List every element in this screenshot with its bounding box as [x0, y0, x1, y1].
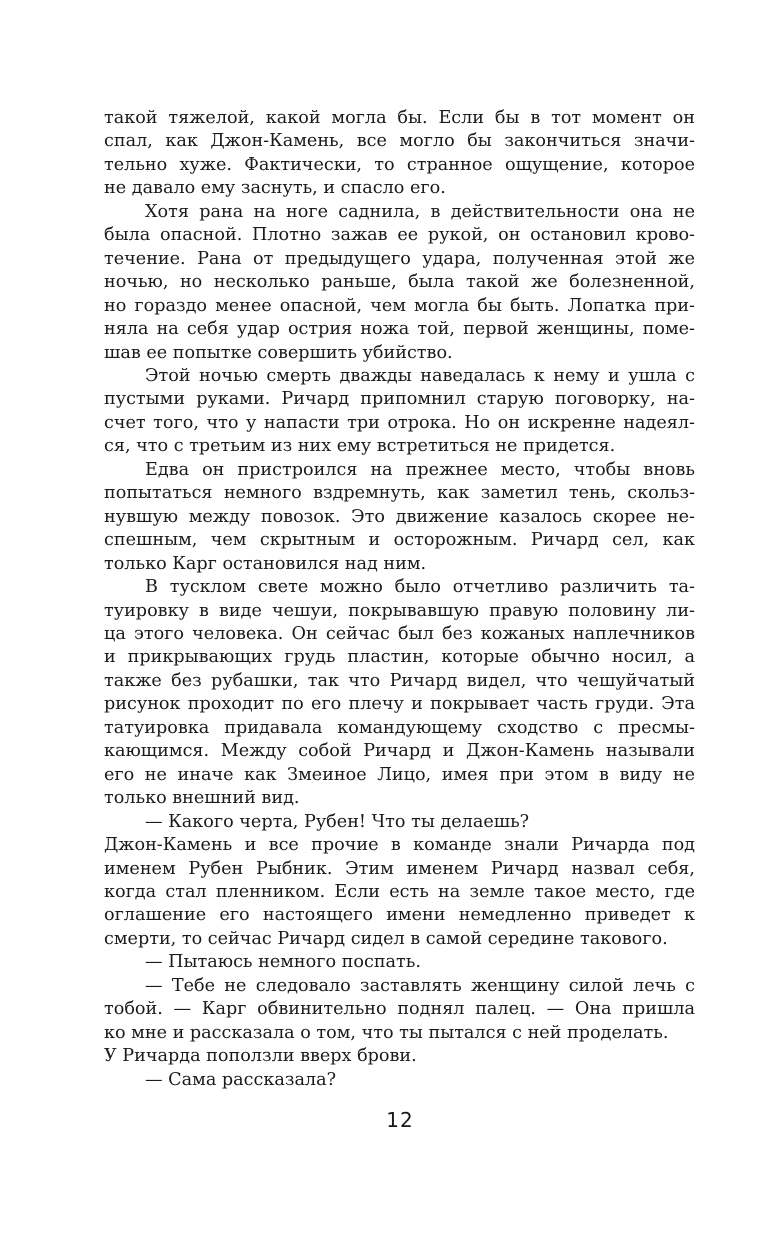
text-line: татуировка придавала командующему сходство с пресмы- [104, 717, 695, 738]
text-line: Этой ночью смерть дважды наведалась к нему и ушла с [145, 365, 695, 386]
paragraph [104, 365, 695, 459]
text-line: спешным, чем скрытным и осторожным. Ричард сел, как [104, 530, 695, 551]
text-line: такой тяжелой, какой могла бы. Если бы в тот момент он [104, 108, 695, 128]
paragraph [104, 201, 695, 365]
text-line: — Пытаюсь немного поспать. [145, 952, 421, 973]
text-line: пустыми руками. Ричард припомнил старую поговорку, на- [104, 389, 695, 410]
text-line: течение. Рана от предыдущего удара, полученная этой же [104, 248, 695, 269]
page-number: 12 [386, 1108, 414, 1132]
paragraph [104, 107, 695, 201]
text-line: также без рубашки, так что Ричард видел, что чешуйчатый [104, 670, 695, 691]
text-line: тельно хуже. Фактически, то странное ощущение, которое [104, 154, 695, 175]
text-line: шав ее попытке совершить убийство. [104, 342, 453, 363]
text-line: когда стал пленником. Если есть на земле такое место, где [104, 881, 695, 902]
text-line: няла на себя удар острия ножа той, первой женщины, поме- [104, 319, 695, 340]
text-line: но гораздо менее опасной, чем могла бы быть. Лопатка при- [104, 295, 695, 316]
paragraph [104, 576, 695, 811]
text-line: ночью, но несколько раньше, была такой же болезненной, [104, 272, 695, 293]
text-line: счет того, что у напасти три отрока. Но он искренне надеял- [104, 412, 695, 433]
paragraph [104, 1069, 695, 1092]
text-line: попытаться немного вздремнуть, как заметил тень, скольз- [104, 483, 695, 504]
text-line: В тусклом свете можно было отчетливо различить та- [145, 577, 695, 598]
text-line: именем Рубен Рыбник. Этим именем Ричард назвал себя, [104, 858, 695, 879]
text-line: только Карг остановился над ним. [104, 553, 427, 574]
text-line: тобой. — Карг обвинительно поднял палец. — Она пришла [104, 999, 695, 1020]
text-line: Хотя рана на ноге саднила, в действительности она не [145, 201, 695, 222]
text-line: Джон-Камень и все прочие в команде знали Ричарда под [104, 835, 695, 856]
text-line: смерти, то сейчас Ричард сидел в самой середине такового. [104, 928, 668, 949]
text-line: У Ричарда поползли вверх брови. [104, 1046, 417, 1067]
text-line: туировку в виде чешуи, покрывавшую правую половину ли- [104, 600, 695, 621]
text-line: нувшую между повозок. Это движение казалось скорее не- [104, 506, 695, 527]
text-line: ца этого человека. Он сейчас был без кожаных наплечников [104, 623, 695, 644]
paragraph [104, 834, 695, 951]
text-line: ся, что с третьим из них ему встретиться не придется. [104, 436, 616, 457]
text-line: не давало ему заснуть, и спасло его. [104, 178, 446, 199]
text-line: рисунок проходит по его плечу и покрывает часть груди. Эта [104, 694, 695, 715]
text-line: только внешний вид. [104, 788, 300, 809]
page-text [104, 107, 695, 1092]
paragraph [104, 1045, 695, 1068]
paragraph [104, 951, 695, 974]
paragraph [104, 811, 695, 834]
text-line: ко мне и рассказала о том, что ты пытался с ней проделать. [104, 1022, 669, 1043]
text-line: была опасной. Плотно зажав ее рукой, он остановил крово- [104, 225, 695, 246]
text-line: его не иначе как Змеиное Лицо, имея при этом в виду не [104, 764, 695, 785]
text-line: — Тебе не следовало заставлять женщину силой лечь с [145, 975, 695, 996]
text-line: кающимся. Между собой Ричард и Джон-Камень называли [104, 741, 695, 762]
text-line: Едва он пристроился на прежнее место, чтобы вновь [145, 459, 695, 480]
text-line: оглашение его настоящего имени немедленно приведет к [104, 905, 695, 926]
text-line: — Сама рассказала? [145, 1069, 337, 1090]
paragraph [104, 975, 695, 1045]
text-line: спал, как Джон-Камень, все могло бы закончиться значи- [104, 131, 695, 152]
text-line: и прикрывающих грудь пластин, которые обычно носил, а [104, 647, 695, 668]
text-line: — Какого черта, Рубен! Что ты делаешь? [145, 811, 530, 832]
paragraph [104, 459, 695, 576]
